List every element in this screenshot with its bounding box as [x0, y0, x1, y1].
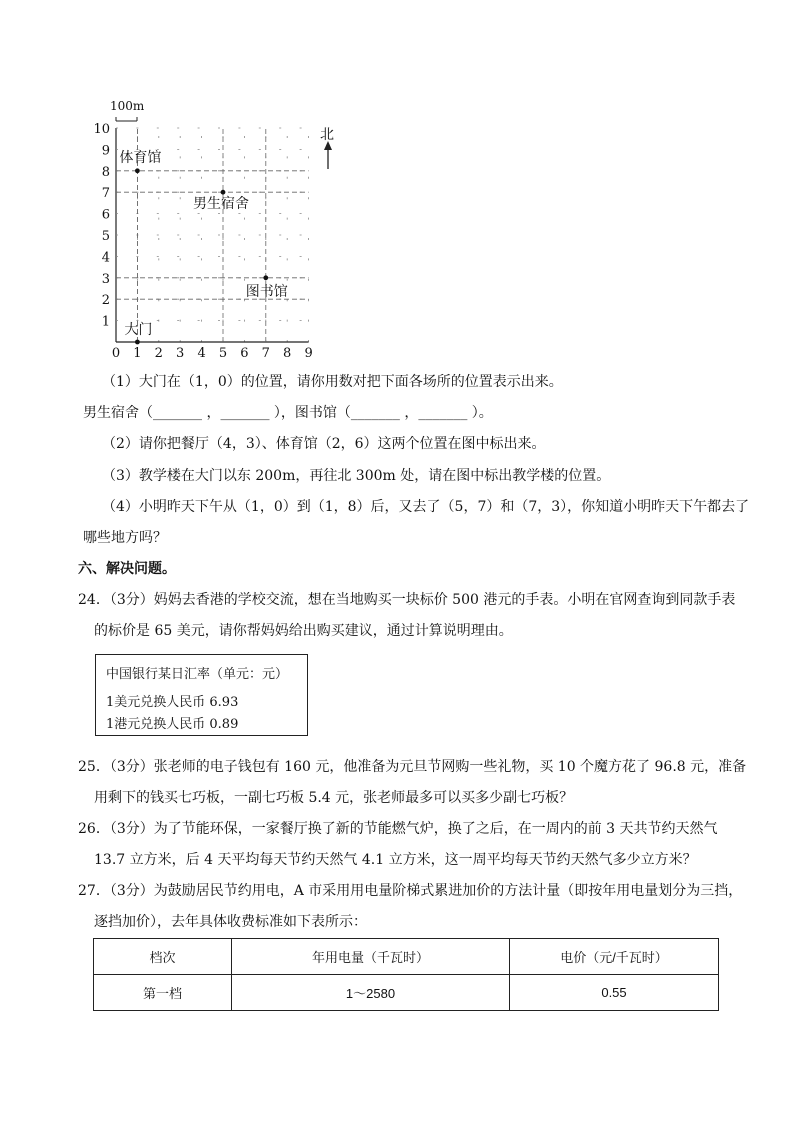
x-tick-label: 8: [283, 346, 292, 361]
place-label: 男生宿舍: [193, 196, 249, 213]
y-tick-label: 1: [101, 314, 110, 330]
q27-line2: 逐挡加价），去年具体收费标准如下表所示：: [94, 914, 367, 930]
y-tick-label: 9: [101, 143, 110, 159]
q27-line1: 27．（3分）为鼓励居民节约用电，A 市采用用电量阶梯式累进加价的方法计量（即按年用电量划分为三挡，: [78, 883, 743, 899]
north-label: 北: [320, 127, 334, 143]
table-header-row: [94, 939, 719, 975]
place-label: 大门: [124, 322, 153, 338]
table-header-cell: 档次: [94, 939, 232, 975]
q25-line2: 用剩下的钱买七巧板，一副七巧板 5.4 元，张老师最多可以买多少副七巧板？: [94, 790, 574, 806]
table-header-cell: 电价（元/千瓦时）: [510, 939, 719, 975]
section-heading: 六、解决问题。: [78, 561, 176, 577]
x-tick-label: 4: [197, 346, 206, 361]
y-tick-label: 8: [101, 164, 110, 180]
exchange-rate-usd: 1美元兑换人民币 6.93: [106, 695, 239, 710]
y-tick-label: 6: [101, 207, 110, 223]
exchange-rate-box: [95, 654, 308, 736]
electricity-fee-table: [93, 938, 719, 1011]
exchange-rate-title: 中国银行某日汇率（单元：元）: [106, 667, 289, 682]
scale-label: 100m: [110, 99, 145, 113]
x-tick-label: 9: [304, 346, 313, 361]
y-tick-label: 5: [101, 229, 110, 244]
q23-part4-line1: （4）小明昨天下午从（1，0）到（1，8）后，又去了（5，7）和（7，3），你知道小明昨天下午都去了: [102, 499, 750, 515]
x-tick-label: 1: [133, 346, 142, 361]
q23-part2: （2）请你把餐厅（4，3）、体育馆（2，6）这两个位置在图中标出来。: [102, 436, 546, 452]
y-tick-label: 7: [101, 186, 110, 202]
table-row: [94, 975, 719, 1011]
q23-part3: （3）教学楼在大门以东 200m，再往北 300m 处，请在图中标出教学楼的位置。: [102, 468, 611, 484]
y-tick-label: 4: [101, 250, 110, 266]
x-tick-label: 7: [261, 346, 270, 361]
place-dot: [221, 190, 226, 195]
place-label: 图书馆: [245, 283, 288, 300]
table-cell: 第一档: [94, 975, 232, 1011]
x-tick-label: 3: [176, 346, 185, 361]
y-tick-label: 3: [101, 271, 110, 287]
x-tick-label: 2: [154, 346, 163, 361]
y-tick-label: 2: [101, 293, 110, 309]
place-label: 体育馆: [119, 149, 162, 166]
x-tick-label: 5: [218, 346, 228, 361]
q25-line1: 25．（3分）张老师的电子钱包有 160 元，他准备为元旦节网购一些礼物，买 10 个魔方花了 96.8 元，准备: [78, 759, 747, 775]
q23-part1-fill-in: 男生宿舍（_______ ，_______ ），图书馆（_______ ，_______ ）。: [83, 405, 493, 421]
y-tick-label: 10: [93, 122, 110, 137]
q26-line2: 13.7 立方米，后 4 天平均每天节约天然气 4.1 立方米，这一周平均每天节约天然气多少立方米？: [94, 852, 697, 868]
north-arrow-icon: [320, 127, 334, 169]
q24-line2: 的标价是 65 美元，请你帮妈妈给出购买建议，通过计算说明理由。: [94, 623, 513, 639]
q24-line1: 24．（3分）妈妈去香港的学校交流，想在当地购买一块标价 500 港元的手表。小明在官网查询到同款手表: [78, 592, 736, 608]
table-cell: 0.55: [510, 975, 719, 1011]
q23-part1: （1）大门在（1，0）的位置，请你用数对把下面各场所的位置表示出来。: [102, 374, 563, 390]
x-tick-label: 6: [240, 346, 249, 361]
exchange-rate-hkd: 1港元兑换人民币 0.89: [106, 717, 239, 732]
coordinate-grid-map: [0, 0, 794, 370]
table-cell: 1～2580: [232, 975, 510, 1011]
x-tick-label: 0: [111, 346, 121, 361]
place-dot: [263, 275, 268, 280]
q26-line1: 26．（3分）为了节能环保，一家餐厅换了新的节能燃气炉，换了之后，在一周内的前 3 天共节约天然气: [78, 821, 718, 837]
table-header-cell: 年用电量（千瓦时）: [232, 939, 510, 975]
scale-bar: [110, 99, 145, 121]
place-dot: [135, 168, 140, 173]
place-dot: [135, 340, 140, 345]
q23-part4-line2: 哪些地方吗？: [83, 530, 167, 546]
